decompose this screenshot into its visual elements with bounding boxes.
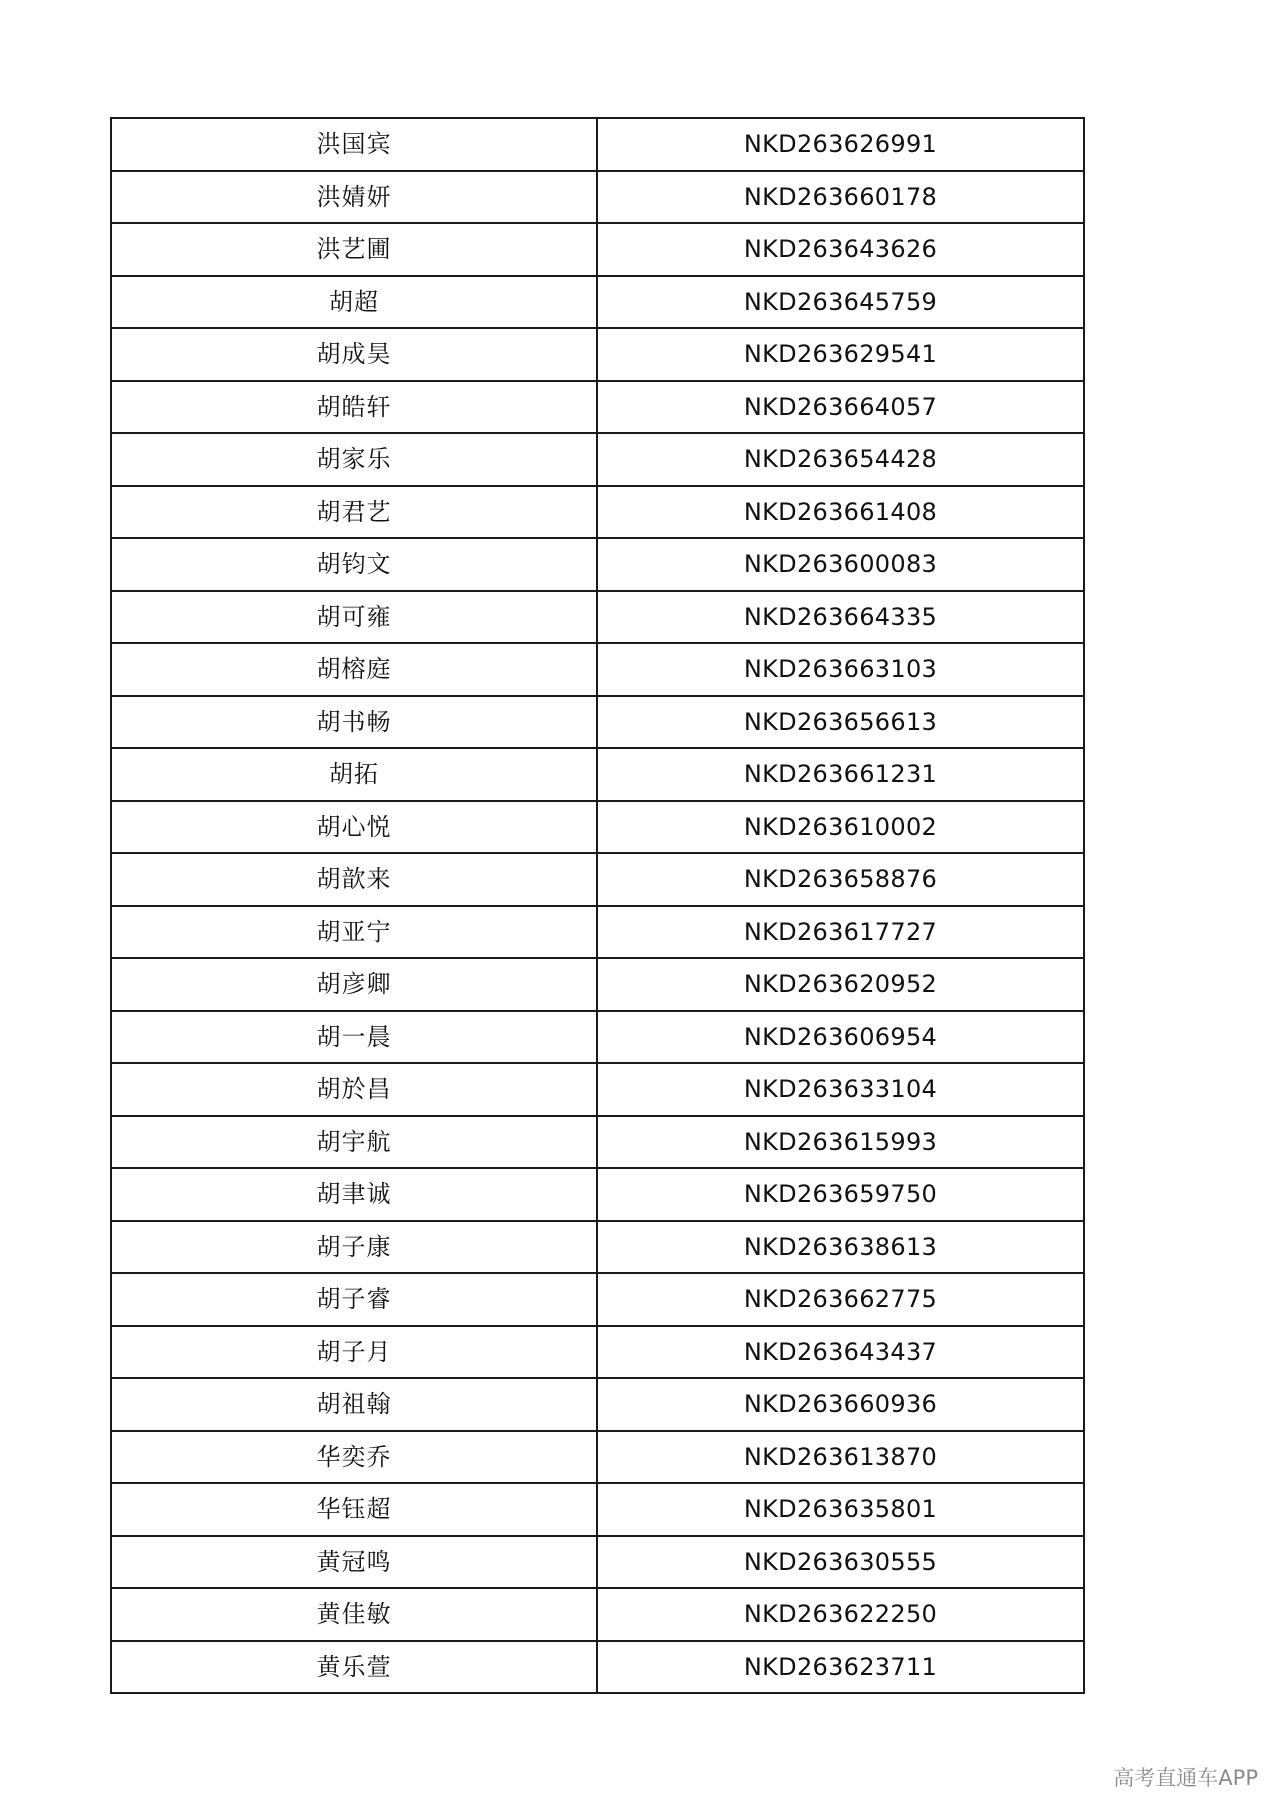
table-row: [111, 538, 1084, 591]
id-cell: NKD263638613: [597, 1221, 1084, 1274]
id-cell: NKD263659750: [597, 1168, 1084, 1221]
table-row: [111, 1221, 1084, 1274]
name-cell: 胡一晨: [111, 1011, 597, 1064]
id-cell: NKD263600083: [597, 538, 1084, 591]
name-cell: 洪国宾: [111, 118, 597, 171]
name-cell: 胡可雍: [111, 591, 597, 644]
table-row: [111, 748, 1084, 801]
table-row: [111, 696, 1084, 749]
name-cell: 胡君艺: [111, 486, 597, 539]
table-row: [111, 276, 1084, 329]
table-row: [111, 1011, 1084, 1064]
table-row: [111, 1483, 1084, 1536]
table-row: [111, 118, 1084, 171]
table-row: [111, 171, 1084, 224]
name-cell: 黄冠鸣: [111, 1536, 597, 1589]
name-cell: 洪艺圃: [111, 223, 597, 276]
table-row: [111, 1641, 1084, 1694]
name-cell: 胡书畅: [111, 696, 597, 749]
table-row: [111, 1168, 1084, 1221]
name-cell: 胡於昌: [111, 1063, 597, 1116]
id-cell: NKD263633104: [597, 1063, 1084, 1116]
id-cell: NKD263615993: [597, 1116, 1084, 1169]
name-cell: 胡皓轩: [111, 381, 597, 434]
table-row: [111, 1273, 1084, 1326]
name-cell: 胡成昊: [111, 328, 597, 381]
table-row: [111, 1326, 1084, 1379]
table-row: [111, 906, 1084, 959]
table-row: [111, 486, 1084, 539]
table-row: [111, 1431, 1084, 1484]
id-cell: NKD263660178: [597, 171, 1084, 224]
table-row: [111, 958, 1084, 1011]
name-cell: 胡歆来: [111, 853, 597, 906]
name-cell: 胡聿诚: [111, 1168, 597, 1221]
name-cell: 胡心悦: [111, 801, 597, 854]
name-cell: 华奕乔: [111, 1431, 597, 1484]
table-row: [111, 1116, 1084, 1169]
name-cell: 胡家乐: [111, 433, 597, 486]
id-cell: NKD263623711: [597, 1641, 1084, 1694]
roster-table: [110, 117, 1085, 1694]
table-row: [111, 1536, 1084, 1589]
id-cell: NKD263661408: [597, 486, 1084, 539]
id-cell: NKD263613870: [597, 1431, 1084, 1484]
table-row: [111, 801, 1084, 854]
table-row: [111, 853, 1084, 906]
watermark-text: 高考直通车APP: [1113, 1766, 1258, 1790]
id-cell: NKD263606954: [597, 1011, 1084, 1064]
table-row: [111, 381, 1084, 434]
table-row: [111, 433, 1084, 486]
name-cell: 胡子睿: [111, 1273, 597, 1326]
table-row: [111, 1378, 1084, 1431]
id-cell: NKD263645759: [597, 276, 1084, 329]
name-cell: 华钰超: [111, 1483, 597, 1536]
name-cell: 胡亚宁: [111, 906, 597, 959]
id-cell: NKD263663103: [597, 643, 1084, 696]
id-cell: NKD263620952: [597, 958, 1084, 1011]
name-cell: 胡祖翰: [111, 1378, 597, 1431]
id-cell: NKD263643626: [597, 223, 1084, 276]
id-cell: NKD263658876: [597, 853, 1084, 906]
id-cell: NKD263610002: [597, 801, 1084, 854]
table-row: [111, 223, 1084, 276]
id-cell: NKD263643437: [597, 1326, 1084, 1379]
id-cell: NKD263626991: [597, 118, 1084, 171]
table-row: [111, 1063, 1084, 1116]
id-cell: NKD263664335: [597, 591, 1084, 644]
name-cell: 洪婧妍: [111, 171, 597, 224]
id-cell: NKD263656613: [597, 696, 1084, 749]
table-row: [111, 643, 1084, 696]
name-cell: 胡宇航: [111, 1116, 597, 1169]
id-cell: NKD263617727: [597, 906, 1084, 959]
name-cell: 黄乐萱: [111, 1641, 597, 1694]
id-cell: NKD263662775: [597, 1273, 1084, 1326]
name-cell: 胡子康: [111, 1221, 597, 1274]
roster-table-body: [111, 118, 1084, 1693]
name-cell: 胡拓: [111, 748, 597, 801]
table-row: [111, 328, 1084, 381]
name-cell: 胡榕庭: [111, 643, 597, 696]
id-cell: NKD263660936: [597, 1378, 1084, 1431]
id-cell: NKD263629541: [597, 328, 1084, 381]
id-cell: NKD263654428: [597, 433, 1084, 486]
table-row: [111, 591, 1084, 644]
id-cell: NKD263664057: [597, 381, 1084, 434]
id-cell: NKD263635801: [597, 1483, 1084, 1536]
name-cell: 胡超: [111, 276, 597, 329]
name-cell: 黄佳敏: [111, 1588, 597, 1641]
table-row: [111, 1588, 1084, 1641]
name-cell: 胡彦卿: [111, 958, 597, 1011]
id-cell: NKD263622250: [597, 1588, 1084, 1641]
id-cell: NKD263661231: [597, 748, 1084, 801]
id-cell: NKD263630555: [597, 1536, 1084, 1589]
name-cell: 胡钧文: [111, 538, 597, 591]
name-cell: 胡子月: [111, 1326, 597, 1379]
